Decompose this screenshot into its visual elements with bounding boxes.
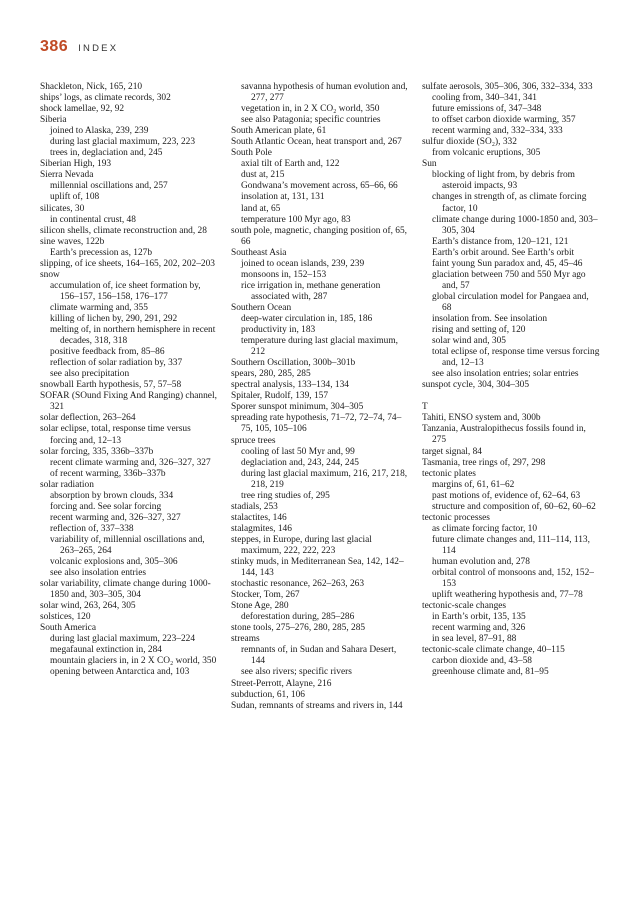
index-entry: tectonic plates	[422, 468, 476, 479]
index-subentry: recent climate warming and, 326–327, 327	[50, 457, 211, 468]
index-column-2	[231, 82, 409, 712]
index-subentry: deep-water circulation in, 185, 186	[241, 313, 373, 324]
index-subentry: see also insolation entries; solar entries	[432, 369, 579, 380]
index-column-3	[422, 82, 600, 712]
index-subentry: structure and composition of, 60–62, 60–62	[432, 501, 596, 512]
index-entry: tectonic processes	[422, 512, 490, 523]
index-entry: spears, 280, 285, 285	[231, 369, 311, 380]
index-subentry: temperature 100 Myr ago, 83	[241, 214, 351, 225]
index-subentry: human evolution and, 278	[432, 556, 530, 567]
index-entry: stalactites, 146	[231, 512, 287, 523]
index-subentry: millennial oscillations and, 257	[50, 181, 168, 192]
section-letter: T	[422, 402, 428, 413]
index-entry: slipping, of ice sheets, 164–165, 202, 202–203	[40, 258, 215, 269]
index-subentry: cooling from, 340–341, 341	[432, 93, 537, 104]
index-subentry: uplift weathering hypothesis and, 77–78	[432, 590, 583, 601]
section-gap	[422, 391, 600, 402]
index-subentry: variability of, millennial oscillations and, 263–265, 264	[50, 534, 205, 556]
index-entry: Siberia	[40, 115, 67, 126]
index-entry: Sierra Nevada	[40, 170, 94, 181]
index-entry: Tanzania, Australopithecus fossils found in, 275	[422, 424, 586, 446]
index-subentry: past motions of, evidence of, 62–64, 63	[432, 490, 581, 501]
index-subentry: see also rivers; specific rivers	[241, 667, 352, 678]
index-entry: solar variability, climate change during 1000-1850 and, 303–305, 304	[40, 579, 211, 601]
index-subentry: faint young Sun paradox and, 45, 45–46	[432, 258, 583, 269]
index-entry: stochastic resonance, 262–263, 263	[231, 579, 365, 590]
index-subentry: deglaciation and, 243, 244, 245	[241, 457, 359, 468]
index-entry: sulfur dioxide (SO₂), 332	[422, 137, 517, 148]
index-subentry: rice irrigation in, methane generation associated with, 287	[241, 280, 381, 302]
index-entry: stinky muds, in Mediterranean Sea, 142, 142–144, 143	[231, 557, 404, 579]
index-entry: Stone Age, 280	[231, 601, 289, 612]
index-subentry: tree ring studies of, 295	[241, 490, 330, 501]
index-subentry: in Earth’s orbit, 135, 135	[432, 612, 526, 623]
index-subentry: in sea level, 87–91, 88	[432, 634, 517, 645]
index-subentry: forcing and. See solar forcing	[50, 501, 162, 512]
index-subentry: orbital control of monsoons and, 152, 152–153	[432, 568, 594, 590]
index-entry: South Pole	[231, 148, 272, 159]
index-column-1	[40, 82, 218, 712]
index-subentry: as climate forcing factor, 10	[432, 523, 538, 534]
index-subentry: to offset carbon dioxide warming, 357	[432, 115, 576, 126]
index-subentry: opening between Antarctica and, 103	[50, 667, 190, 678]
index-subentry: insolation at, 131, 131	[241, 192, 325, 203]
index-subentry: uplift of, 108	[50, 192, 100, 203]
page-number: 386	[40, 38, 69, 55]
index-subentry: trees in, deglaciation and, 245	[50, 148, 163, 159]
index-entry: spectral analysis, 133–134, 134	[231, 380, 349, 391]
index-entry: Sun	[422, 159, 437, 170]
index-subentry: of recent warming, 336b–337b	[50, 468, 166, 479]
index-entry: stone tools, 275–276, 280, 285, 285	[231, 623, 366, 634]
index-entry: steppes, in Europe, during last glacial maximum, 222, 222, 223	[231, 534, 372, 556]
index-entry: Stocker, Tom, 267	[231, 590, 300, 601]
index-entry: spruce trees	[231, 435, 276, 446]
index-entry: subduction, 61, 106	[231, 689, 305, 700]
index-entry: Southern Oscillation, 300b–301b	[231, 358, 356, 369]
index-subentry: total eclipse of, response time versus forcing and, 12–13	[432, 347, 600, 369]
index-subentry: savanna hypothesis of human evolution and, 277, 277	[241, 82, 408, 104]
index-subentry: from volcanic eruptions, 305	[432, 148, 541, 159]
index-subentry: land at, 65	[241, 203, 281, 214]
index-entry: solar radiation	[40, 479, 94, 490]
index-subentry: see also Patagonia; specific countries	[241, 115, 381, 126]
index-subentry: Earth’s precession as, 127b	[50, 247, 153, 258]
index-entry: South America	[40, 623, 96, 634]
index-subentry: cooling of last 50 Myr and, 99	[241, 446, 355, 457]
index-subentry: killing of lichen by, 290, 291, 292	[50, 313, 178, 324]
index-subentry: monsoons in, 152–153	[241, 269, 327, 280]
index-entry: SOFAR (SOund Fixing And Ranging) channel, 321	[40, 391, 217, 413]
index-entry: Street-Perrott, Alayne, 216	[231, 678, 332, 689]
index-subentry: Earth’s distance from, 120–121, 121	[432, 236, 569, 247]
index-entry: tectonic-scale climate change, 40–115	[422, 645, 565, 656]
index-subentry: blocking of light from, by debris from asteroid impacts, 93	[432, 170, 575, 192]
index-entry: Tahiti, ENSO system and, 300b	[422, 413, 541, 424]
index-entry: solar wind, 263, 264, 305	[40, 601, 136, 612]
index-entry: silicates, 30	[40, 203, 85, 214]
index-entry: Tasmania, tree rings of, 297, 298	[422, 457, 546, 468]
index-entry: Southern Ocean	[231, 302, 292, 313]
index-entry: stalagmites, 146	[231, 523, 292, 534]
index-subentry: greenhouse climate and, 81–95	[432, 667, 549, 678]
index-entry: Sudan, remnants of streams and rivers in, 144	[231, 700, 403, 711]
index-subentry: see also insolation entries	[50, 568, 147, 579]
index-entry: streams	[231, 634, 260, 645]
index-columns	[40, 82, 600, 712]
index-subentry: global circulation model for Pangaea and, 68	[432, 291, 589, 313]
index-subentry: future climate changes and, 111–114, 113, 114	[432, 534, 590, 556]
index-entry: stadials, 253	[231, 501, 278, 512]
index-entry: shock lamellae, 92, 92	[40, 104, 125, 115]
index-entry: Shackleton, Nick, 165, 210	[40, 82, 143, 92]
index-entry: Spitaler, Rudolf, 139, 157	[231, 391, 329, 402]
index-subentry: positive feedback from, 85–86	[50, 347, 165, 358]
index-entry: sulfate aerosols, 305–306, 306, 332–334, 333	[422, 82, 593, 92]
index-subentry: reflection of, 337–338	[50, 523, 134, 534]
index-subentry: joined to ocean islands, 239, 239	[241, 258, 365, 269]
index-entry: South American plate, 61	[231, 126, 327, 137]
index-subentry: recent warming and, 326–327, 327	[50, 512, 181, 523]
index-entry: Siberian High, 193	[40, 159, 112, 170]
running-header	[40, 38, 118, 56]
index-subentry: Earth’s orbit around. See Earth’s orbit	[432, 247, 575, 258]
index-subentry: see also precipitation	[50, 369, 130, 380]
index-subentry: megafaunal extinction in, 284	[50, 645, 162, 656]
index-entry: Sporer sunspot minimum, 304–305	[231, 402, 364, 413]
index-entry: solar deflection, 263–264	[40, 413, 136, 424]
index-entry: silicon shells, climate reconstruction and, 28	[40, 225, 207, 236]
index-subentry: volcanic explosions and, 305–306	[50, 557, 178, 568]
index-entry: target signal, 84	[422, 446, 482, 457]
index-subentry: axial tilt of Earth and, 122	[241, 159, 340, 170]
index-subentry: reflection of solar radiation by, 337	[50, 358, 183, 369]
index-subentry: melting of, in northern hemisphere in recent decades, 318, 318	[50, 325, 216, 347]
index-subentry: carbon dioxide and, 43–58	[432, 656, 532, 667]
index-entry: Southeast Asia	[231, 247, 287, 258]
index-subentry: dust at, 215	[241, 170, 285, 181]
index-subentry: future emissions of, 347–348	[432, 104, 542, 115]
index-entry: ships’ logs, as climate records, 302	[40, 93, 171, 104]
index-entry: snow	[40, 269, 60, 280]
index-subentry: remnants of, in Sudan and Sahara Desert, 144	[241, 645, 397, 667]
index-entry: tectonic-scale changes	[422, 601, 507, 612]
index-subentry: vegetation in, in 2 X CO₂ world, 350	[241, 104, 380, 115]
index-entry: snowball Earth hypothesis, 57, 57–58	[40, 380, 182, 391]
index-subentry: recent warming and, 326	[432, 623, 526, 634]
index-entry: solar forcing, 335, 336b–337b	[40, 446, 154, 457]
index-entry: solstices, 120	[40, 612, 91, 623]
index-subentry: during last glacial maximum, 223–224	[50, 634, 196, 645]
index-subentry: deforestation during, 285–286	[241, 612, 355, 623]
index-subentry: temperature during last glacial maximum, 212	[241, 336, 398, 358]
index-subentry: in continental crust, 48	[50, 214, 136, 225]
index-subentry: recent warming and, 332–334, 333	[432, 126, 563, 137]
index-subentry: during last glacial maximum, 223, 223	[50, 137, 196, 148]
index-subentry: glaciation between 750 and 550 Myr ago and, 57	[432, 269, 586, 291]
index-subentry: productivity in, 183	[241, 325, 316, 336]
index-subentry: changes in strength of, as climate forcing factor, 10	[432, 192, 587, 214]
index-subentry: accumulation of, ice sheet formation by, 156–157, 156–158, 176–177	[50, 280, 201, 302]
index-entry: sunspot cycle, 304, 304–305	[422, 380, 530, 391]
index-subentry: rising and setting of, 120	[432, 325, 526, 336]
index-entry: spreading rate hypothesis, 71–72, 72–74, 74–75, 105, 105–106	[231, 413, 402, 435]
index-subentry: margins of, 61, 61–62	[432, 479, 515, 490]
index-entry: South Atlantic Ocean, heat transport and, 267	[231, 137, 402, 148]
index-entry: sine waves, 122b	[40, 236, 105, 247]
index-subentry: climate warming and, 355	[50, 302, 148, 313]
index-subentry: solar wind and, 305	[432, 336, 506, 347]
index-subentry: Gondwana’s movement across, 65–66, 66	[241, 181, 398, 192]
index-subentry: during last glacial maximum, 216, 217, 218, 218, 219	[241, 468, 408, 490]
index-subentry: insolation from. See insolation	[432, 313, 548, 324]
index-subentry: climate change during 1000-1850 and, 303–305, 304	[432, 214, 598, 236]
header-label: INDEX	[78, 43, 119, 54]
index-entry: solar eclipse, total, response time versus forcing and, 12–13	[40, 424, 191, 446]
index-entry: south pole, magnetic, changing position of, 65, 66	[231, 225, 408, 247]
index-subentry: joined to Alaska, 239, 239	[50, 126, 149, 137]
index-subentry: absorption by brown clouds, 334	[50, 490, 174, 501]
index-subentry: mountain glaciers in, in 2 X CO₂ world, 350	[50, 656, 217, 667]
